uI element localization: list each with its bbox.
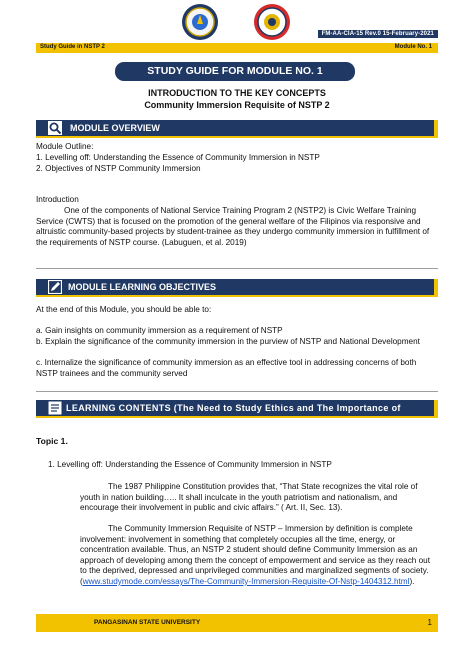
objective-b: b. Explain the significance of the community immersion in the purview of NSTP and National Development bbox=[36, 337, 420, 346]
header-right-label: Module No. 1 bbox=[394, 44, 432, 50]
objective-a: a. Gain insights on community immersion as a requirement of NSTP bbox=[36, 326, 283, 335]
objective-c: c. Internalize the significance of community immersion as an effective tool in addressing concerns of both NSTP trainees and the community served bbox=[36, 358, 417, 378]
objectives-lead: At the end of this Module, you should be able to: bbox=[36, 305, 212, 314]
page-number: 1 bbox=[427, 618, 432, 627]
form-code: FM-AA-CIA-15 Rev.0 15-February-2021 bbox=[318, 30, 438, 38]
studymode-link[interactable]: www.studymode.com/essays/The-Community-Immersion-Requisite-Of-Nstp-1404312.html bbox=[82, 576, 410, 586]
learning-contents-heading: LEARNING CONTENTS (The Need to Study Ethics and The Importance of bbox=[66, 403, 401, 413]
edit-pencil-icon bbox=[48, 280, 62, 294]
learning-objectives-heading: MODULE LEARNING OBJECTIVES bbox=[68, 282, 217, 292]
immersion-definition-text: The Community Immersion Requisite of NSTP – Immersion by definition is complete involvement: involvement in something that completely occupies all the time, energy, or concentration available. Thus, an NSTP 2 student should define Community Immersion as an approach of developing among them the concept of empowerment and service as they reach out to the deprived, depressed and unprivileged communities and marginalized segments of society. ( bbox=[80, 524, 430, 586]
introduction-label: Introduction bbox=[36, 195, 79, 204]
outline-label: Module Outline: bbox=[36, 142, 94, 151]
divider bbox=[36, 391, 438, 392]
immersion-definition bbox=[80, 524, 432, 588]
constitution-quote: The 1987 Philippine Constitution provides that, “That State recognizes the vital role of youth in nation building….. It shall inculcate in the youth patriotism and nationalism, and encourage their involvement in public and civic affairs.” ( Art. II, Sec. 13). bbox=[80, 482, 418, 513]
university-seal-logo bbox=[181, 3, 219, 41]
module-overview-heading: MODULE OVERVIEW bbox=[70, 123, 160, 133]
header-bar bbox=[36, 43, 438, 53]
university-name: PANGASINAN STATE UNIVERSITY bbox=[94, 619, 201, 626]
module-overview-section-bar bbox=[36, 120, 438, 138]
document-icon bbox=[48, 401, 62, 415]
footer-bar bbox=[36, 614, 438, 632]
topic-item-1: 1. Levelling off: Understanding the Essence of Community Immersion in NSTP bbox=[48, 460, 332, 469]
learning-contents-section-bar bbox=[36, 400, 438, 418]
page-title: STUDY GUIDE FOR MODULE NO. 1 bbox=[115, 62, 355, 81]
learning-objectives-section-bar bbox=[36, 279, 438, 297]
magnifier-icon bbox=[48, 121, 62, 135]
outline-item-1: 1. Levelling off: Understanding the Essence of Community Immersion in NSTP bbox=[36, 153, 320, 162]
iso-certification-logo bbox=[253, 3, 291, 41]
intro-heading: INTRODUCTION TO THE KEY CONCEPTS bbox=[148, 88, 326, 98]
immersion-definition-end: ). bbox=[409, 576, 415, 586]
topic-label: Topic 1. bbox=[36, 436, 68, 446]
divider bbox=[36, 268, 438, 269]
introduction-paragraph: One of the components of National Service Training Program 2 (NSTP2) is Civic Welfare Training Service (CWTS) that is focused on the promotion of the general welfare of the Filipinos via responsive and altruistic community-based projects by student-trainee as they undergo community immersion in fulfillment of the requirements of NSTP course. (Labuguen, et al. 2019) bbox=[36, 206, 430, 247]
intro-subheading: Community Immersion Requisite of NSTP 2 bbox=[144, 100, 330, 110]
outline-item-2: 2. Objectives of NSTP Community Immersion bbox=[36, 164, 201, 173]
header-left-label: Study Guide in NSTP 2 bbox=[40, 44, 105, 50]
